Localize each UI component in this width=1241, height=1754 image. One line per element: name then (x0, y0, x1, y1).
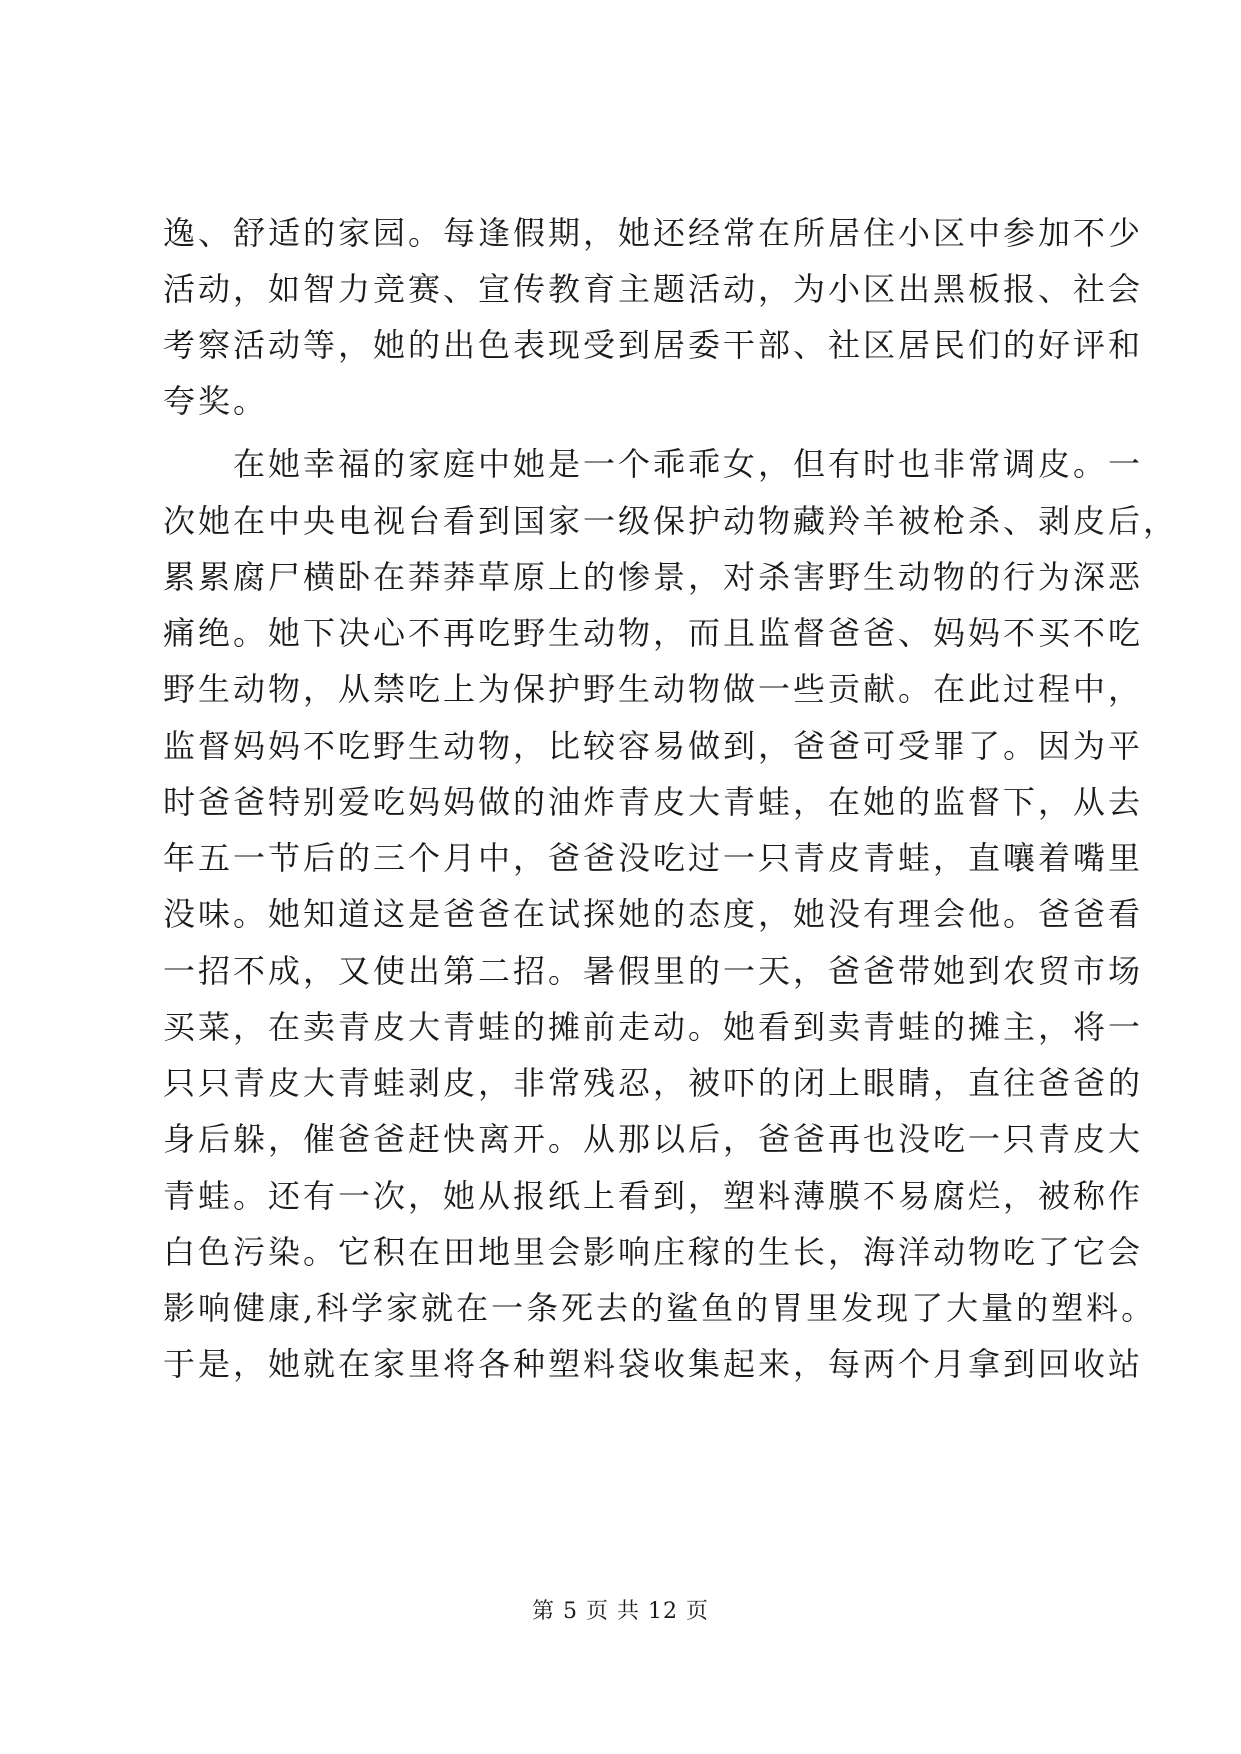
paragraph-line: 白色污染。它积在田地里会影响庄稼的生长，海洋动物吃了它会 (163, 1233, 1144, 1271)
paragraph-line: 青蛙。还有一次，她从报纸上看到，塑料薄膜不易腐烂，被称作 (163, 1177, 1144, 1215)
paragraph-line: 活动，如智力竞赛、宣传教育主题活动，为小区出黑板报、社会 (163, 270, 1144, 308)
paragraph-line: 年五一节后的三个月中，爸爸没吃过一只青皮青蛙，直嚷着嘴里 (163, 839, 1144, 877)
paragraph-line: 考察活动等，她的出色表现受到居委干部、社区居民们的好评和 (163, 326, 1144, 364)
paragraph-line: 于是，她就在家里将各种塑料袋收集起来，每两个月拿到回收站 (163, 1345, 1144, 1383)
paragraph-line: 一招不成，又使出第二招。暑假里的一天，爸爸带她到农贸市场 (163, 952, 1144, 990)
paragraph-line: 在她幸福的家庭中她是一个乖乖女，但有时也非常调皮。一 (233, 445, 1144, 483)
paragraph-line: 时爸爸特别爱吃妈妈做的油炸青皮大青蛙，在她的监督下，从去 (163, 783, 1144, 821)
paragraph-line: 累累腐尸横卧在莽莽草原上的惨景，对杀害野生动物的行为深恶 (163, 558, 1144, 596)
paragraph-line: 只只青皮大青蛙剥皮，非常残忍，被吓的闭上眼睛，直往爸爸的 (163, 1064, 1144, 1102)
paragraph-line: 野生动物，从禁吃上为保护野生动物做一些贡献。在此过程中， (163, 670, 1144, 708)
paragraph-line: 买菜，在卖青皮大青蛙的摊前走动。她看到卖青蛙的摊主，将一 (163, 1008, 1144, 1046)
paragraph-line: 次她在中央电视台看到国家一级保护动物藏羚羊被枪杀、剥皮后， (163, 502, 1179, 540)
paragraph-line: 监督妈妈不吃野生动物，比较容易做到，爸爸可受罪了。因为平 (163, 727, 1144, 765)
paragraph-line: 没味。她知道这是爸爸在试探她的态度，她没有理会他。爸爸看 (163, 895, 1144, 933)
paragraph-line: 逸、舒适的家园。每逢假期，她还经常在所居住小区中参加不少 (163, 214, 1144, 252)
page-number: 第 5 页 共 12 页 (532, 1599, 709, 1624)
paragraph-line: 影响健康,科学家就在一条死去的鲨鱼的胃里发现了大量的塑料。 (163, 1289, 1157, 1327)
paragraph-line: 痛绝。她下决心不再吃野生动物，而且监督爸爸、妈妈不买不吃 (163, 614, 1144, 652)
paragraph-line: 夸奖。 (163, 382, 269, 420)
paragraph-line: 身后躲，催爸爸赶快离开。从那以后，爸爸再也没吃一只青皮大 (163, 1120, 1144, 1158)
